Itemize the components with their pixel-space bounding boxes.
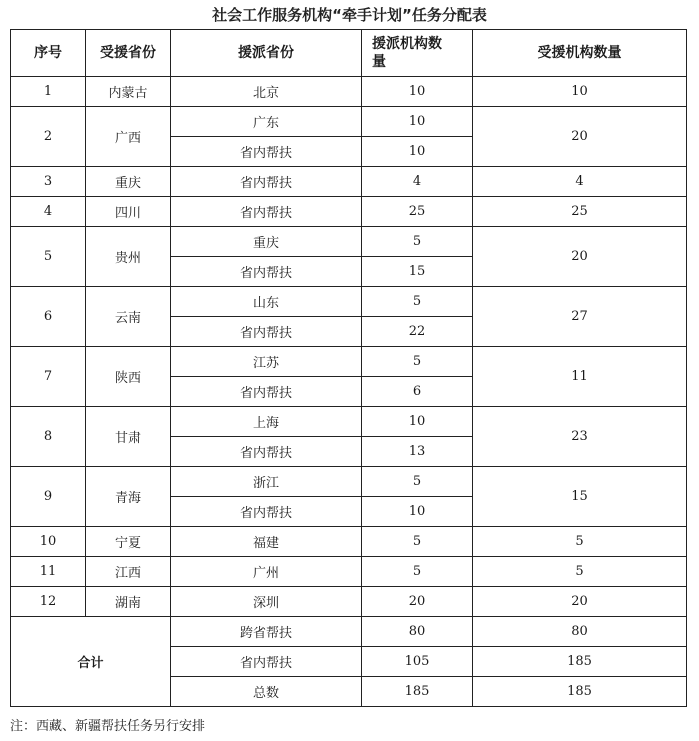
table-row	[11, 587, 687, 617]
send-province-cell: 浙江	[171, 467, 362, 497]
seq-cell: 8	[11, 407, 86, 467]
seq-cell: 6	[11, 287, 86, 347]
send-count-cell: 5	[362, 287, 473, 317]
send-count-cell: 10	[362, 77, 473, 107]
table-row	[11, 197, 687, 227]
recv-province-cell: 贵州	[86, 227, 171, 287]
table-row	[11, 467, 687, 497]
send-province-cell: 重庆	[171, 227, 362, 257]
recv-count-cell: 20	[473, 587, 687, 617]
recv-province-cell: 湖南	[86, 587, 171, 617]
summary-recv-cell: 80	[473, 617, 687, 647]
send-count-cell: 5	[362, 227, 473, 257]
send-count-cell: 6	[362, 377, 473, 407]
summary-label: 合计	[11, 617, 171, 707]
summary-recv-cell: 185	[473, 677, 687, 707]
recv-count-cell: 20	[473, 227, 687, 287]
footnote: 注：西藏、新疆帮扶任务另行安排	[10, 719, 206, 734]
send-count-cell: 4	[362, 167, 473, 197]
send-count-cell: 5	[362, 557, 473, 587]
send-province-cell: 省内帮扶	[171, 257, 362, 287]
summary-type-cell: 总数	[171, 677, 362, 707]
table-row	[11, 407, 687, 437]
table-row	[11, 167, 687, 197]
send-count-cell: 10	[362, 137, 473, 167]
seq-cell: 7	[11, 347, 86, 407]
seq-cell: 3	[11, 167, 86, 197]
send-count-cell: 10	[362, 107, 473, 137]
table-row	[11, 557, 687, 587]
send-count-cell: 20	[362, 587, 473, 617]
send-province-cell: 省内帮扶	[171, 317, 362, 347]
recv-count-cell: 5	[473, 527, 687, 557]
summary-send-cell: 185	[362, 677, 473, 707]
seq-cell: 11	[11, 557, 86, 587]
task-allocation-table	[10, 29, 687, 707]
seq-cell: 4	[11, 197, 86, 227]
send-province-cell: 福建	[171, 527, 362, 557]
recv-province-cell: 陕西	[86, 347, 171, 407]
send-province-cell: 深圳	[171, 587, 362, 617]
summary-row	[11, 617, 687, 647]
recv-count-cell: 20	[473, 107, 687, 167]
send-province-cell: 省内帮扶	[171, 137, 362, 167]
table-row	[11, 77, 687, 107]
recv-province-cell: 江西	[86, 557, 171, 587]
send-count-cell: 25	[362, 197, 473, 227]
send-province-cell: 广东	[171, 107, 362, 137]
send-province-cell: 省内帮扶	[171, 197, 362, 227]
send-province-cell: 省内帮扶	[171, 377, 362, 407]
recv-province-cell: 宁夏	[86, 527, 171, 557]
send-province-cell: 省内帮扶	[171, 497, 362, 527]
recv-count-cell: 25	[473, 197, 687, 227]
header-send-count-line2: 量	[372, 54, 386, 70]
table-body	[11, 77, 687, 707]
recv-province-cell: 甘肃	[86, 407, 171, 467]
recv-province-cell: 云南	[86, 287, 171, 347]
send-province-cell: 广州	[171, 557, 362, 587]
header-send-count-line1: 援派机构数	[372, 36, 442, 52]
send-count-cell: 13	[362, 437, 473, 467]
header-seq: 序号	[11, 30, 86, 77]
seq-cell: 5	[11, 227, 86, 287]
send-count-cell: 15	[362, 257, 473, 287]
summary-send-cell: 105	[362, 647, 473, 677]
recv-count-cell: 5	[473, 557, 687, 587]
recv-count-cell: 15	[473, 467, 687, 527]
recv-count-cell: 27	[473, 287, 687, 347]
send-province-cell: 江苏	[171, 347, 362, 377]
send-count-cell: 5	[362, 467, 473, 497]
send-count-cell: 5	[362, 527, 473, 557]
send-province-cell: 省内帮扶	[171, 167, 362, 197]
header-recv-province: 受援省份	[86, 30, 171, 77]
seq-cell: 2	[11, 107, 86, 167]
recv-province-cell: 青海	[86, 467, 171, 527]
send-province-cell: 上海	[171, 407, 362, 437]
header-send-count	[362, 30, 473, 77]
summary-send-cell: 80	[362, 617, 473, 647]
recv-province-cell: 四川	[86, 197, 171, 227]
table-row	[11, 527, 687, 557]
send-count-cell: 5	[362, 347, 473, 377]
recv-province-cell: 广西	[86, 107, 171, 167]
recv-count-cell: 23	[473, 407, 687, 467]
send-count-cell: 10	[362, 497, 473, 527]
seq-cell: 12	[11, 587, 86, 617]
header-send-province: 援派省份	[171, 30, 362, 77]
recv-count-cell: 11	[473, 347, 687, 407]
table-row	[11, 347, 687, 377]
header-row	[11, 30, 687, 77]
seq-cell: 1	[11, 77, 86, 107]
send-province-cell: 山东	[171, 287, 362, 317]
seq-cell: 9	[11, 467, 86, 527]
send-province-cell: 北京	[171, 77, 362, 107]
send-province-cell: 省内帮扶	[171, 437, 362, 467]
send-count-cell: 10	[362, 407, 473, 437]
recv-count-cell: 4	[473, 167, 687, 197]
summary-type-cell: 省内帮扶	[171, 647, 362, 677]
table-row	[11, 287, 687, 317]
recv-province-cell: 内蒙古	[86, 77, 171, 107]
seq-cell: 10	[11, 527, 86, 557]
summary-type-cell: 跨省帮扶	[171, 617, 362, 647]
header-recv-count: 受援机构数量	[473, 30, 687, 77]
table-row	[11, 107, 687, 137]
summary-recv-cell: 185	[473, 647, 687, 677]
table-row	[11, 227, 687, 257]
table-title: 社会工作服务机构“牵手计划”任务分配表	[212, 6, 487, 24]
recv-province-cell: 重庆	[86, 167, 171, 197]
recv-count-cell: 10	[473, 77, 687, 107]
send-count-cell: 22	[362, 317, 473, 347]
